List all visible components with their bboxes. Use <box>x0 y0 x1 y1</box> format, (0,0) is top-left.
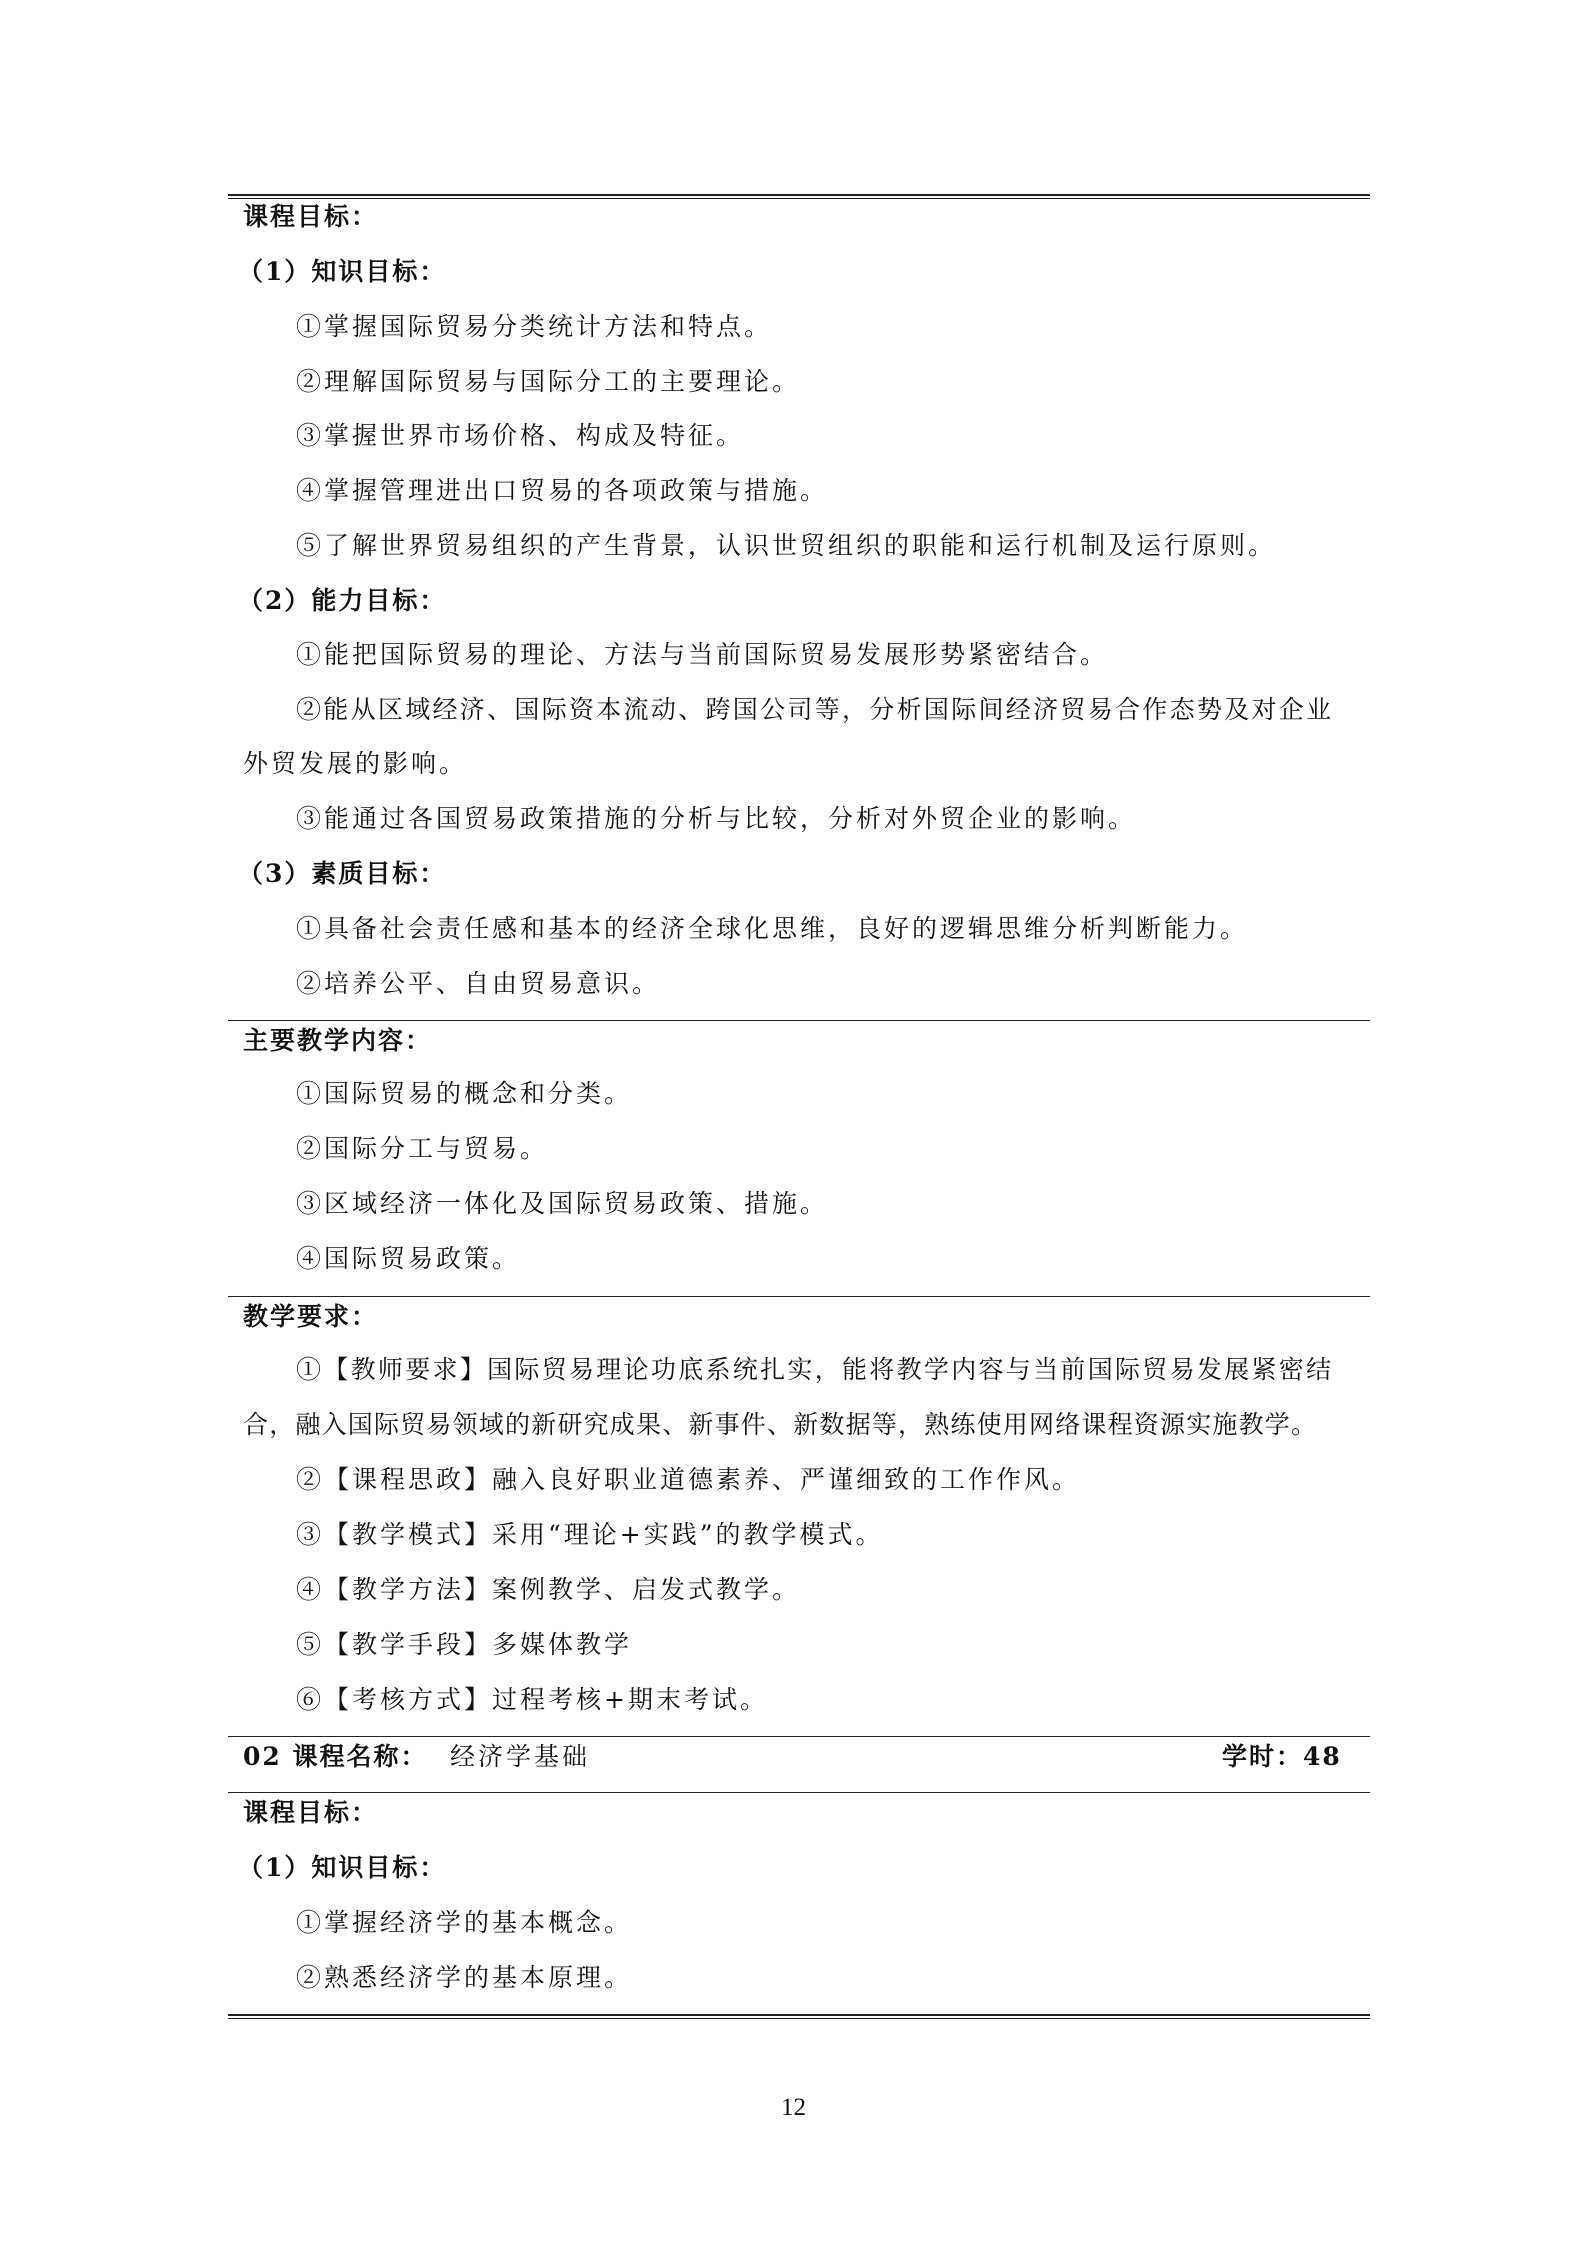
course2-knowledge-item: ①掌握经济学的基本概念。 <box>296 1908 633 1937</box>
requirement-item: ③【教学模式】采用“理论+实践”的教学模式。 <box>296 1520 884 1549</box>
bottom-double-rule <box>228 2014 1370 2019</box>
knowledge-item: ③掌握世界市场价格、构成及特征。 <box>296 421 745 450</box>
course2-goals-title: 课程目标： <box>243 1798 379 1827</box>
course-name-label: 02 课程名称： <box>243 1742 428 1771</box>
course2-knowledge-title: （1）知识目标： <box>238 1853 447 1882</box>
ability-item-continued: 外贸发展的影响。 <box>243 749 468 778</box>
content-item: ③区域经济一体化及国际贸易政策、措施。 <box>296 1189 829 1218</box>
section-rule <box>228 1736 1370 1737</box>
section-rule <box>228 1296 1370 1297</box>
requirement-item-continued: 合，融入国际贸易领域的新研究成果、新事件、新数据等，熟练使用网络课程资源实施教学。 <box>243 1410 1318 1439</box>
knowledge-item: ①掌握国际贸易分类统计方法和特点。 <box>296 312 773 341</box>
content-item: ②国际分工与贸易。 <box>296 1134 549 1163</box>
content-item: ①国际贸易的概念和分类。 <box>296 1079 633 1108</box>
ability-item: ③能通过各国贸易政策措施的分析与比较，分析对外贸企业的影响。 <box>296 804 1137 833</box>
requirement-item: ①【教师要求】国际贸易理论功底系统扎实，能将教学内容与当前国际贸易发展紧密结 <box>296 1355 1334 1384</box>
requirement-item: ⑤【教学手段】多媒体教学 <box>296 1630 633 1659</box>
course-hours: 学时：48 <box>1222 1742 1342 1771</box>
knowledge-item: ⑤了解世界贸易组织的产生背景，认识世贸组织的职能和运行机制及运行原则。 <box>296 531 1277 560</box>
quality-item: ①具备社会责任感和基本的经济全球化思维，良好的逻辑思维分析判断能力。 <box>296 914 1249 943</box>
quality-item: ②培养公平、自由贸易意识。 <box>296 969 661 998</box>
section-rule <box>228 1020 1370 1021</box>
requirements-title: 教学要求： <box>243 1302 379 1331</box>
ability-goals-title: （2）能力目标： <box>238 586 447 615</box>
content-title: 主要教学内容： <box>243 1026 433 1055</box>
quality-goals-title: （3）素质目标： <box>238 859 447 888</box>
course2-knowledge-item: ②熟悉经济学的基本原理。 <box>296 1963 633 1992</box>
knowledge-item: ②理解国际贸易与国际分工的主要理论。 <box>296 367 801 396</box>
knowledge-item: ④掌握管理进出口贸易的各项政策与措施。 <box>296 476 829 505</box>
requirement-item: ④【教学方法】案例教学、启发式教学。 <box>296 1575 801 1604</box>
section-rule <box>228 1792 1370 1793</box>
requirement-item: ②【课程思政】融入良好职业道德素养、严谨细致的工作作风。 <box>296 1465 1081 1494</box>
ability-item: ②能从区域经济、国际资本流动、跨国公司等，分析国际间经济贸易合作态势及对企业 <box>296 695 1334 724</box>
knowledge-goals-title: （1）知识目标： <box>238 257 447 286</box>
goals-title: 课程目标： <box>243 202 379 231</box>
requirement-item: ⑥【考核方式】过程考核+期末考试。 <box>296 1685 768 1714</box>
top-double-rule <box>228 194 1370 199</box>
content-item: ④国际贸易政策。 <box>296 1244 521 1273</box>
course-name: 经济学基础 <box>450 1742 591 1771</box>
page-number: 12 <box>781 2094 806 2121</box>
ability-item: ①能把国际贸易的理论、方法与当前国际贸易发展形势紧密结合。 <box>296 640 1109 669</box>
